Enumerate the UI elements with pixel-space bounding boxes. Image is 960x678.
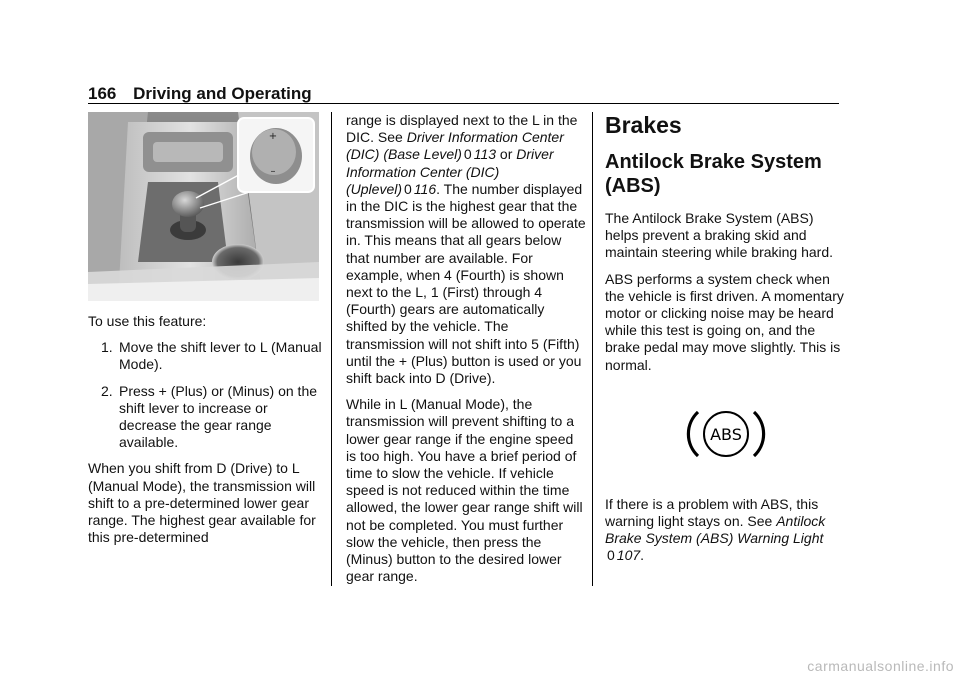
page-ref-number[interactable]: 113	[473, 146, 497, 163]
paragraph	[605, 496, 845, 565]
page-ref-icon: 0	[404, 180, 412, 197]
step-text: Move the shift lever to L (Manual Mode).	[119, 339, 322, 373]
column-2	[346, 112, 586, 594]
page-ref-number[interactable]: 107	[616, 547, 641, 564]
section-title: Driving and Operating	[133, 84, 312, 103]
column-3	[605, 112, 845, 574]
paragraph: ABS performs a system check when the vehicle is first driven. A momentary motor or clicking noise may be heard while this test is going on, and the brake pedal may move slightly. This is normal.	[605, 270, 844, 373]
column-divider-1	[331, 112, 332, 586]
page-number: 166	[88, 84, 117, 103]
paragraph: While in L (Manual Mode), the transmission will prevent shifting to a lower gear range if the engine speed is too high. You have a brief period of time to slow the vehicle. If vehicle speed is not reduced within the time allowed, the lower gear range shift will not be completed. You must further slow the vehicle, then press the (Minus) button to the desired lower gear range.	[346, 396, 583, 585]
figure-plus-label: +	[268, 131, 278, 142]
abs-warning-icon	[686, 404, 766, 464]
text-run: range is displayed next to the L in the DIC. See	[346, 112, 578, 146]
text-run: If there is a problem with ABS, this warning light stays on. See	[605, 495, 819, 530]
cross-reference-link[interactable]: Driver Information Center (DIC) (Uplevel)	[346, 146, 554, 197]
page-ref-icon: 0	[463, 146, 472, 163]
section-heading: Brakes	[605, 112, 682, 138]
list-item	[88, 383, 324, 452]
column-divider-2	[592, 112, 593, 586]
footer-watermark: carmanualsonline.info	[807, 658, 954, 674]
step-number: 1.	[101, 339, 113, 356]
header-rule	[88, 103, 839, 104]
intro-text: To use this feature:	[88, 313, 207, 329]
figure-minus-label: –	[270, 166, 276, 177]
subsection-heading: Antilock Brake System (ABS)	[605, 151, 822, 197]
paragraph: The Antilock Brake System (ABS) helps prevent a braking skid and maintain steering while braking hard.	[605, 210, 834, 261]
cross-reference-link[interactable]: Driver Information Center (DIC) (Base Level)	[346, 129, 564, 163]
step-number: 2.	[101, 382, 113, 399]
page-header	[88, 84, 312, 104]
abs-icon-label: ABS	[710, 424, 742, 444]
text-run: . The number displayed in the DIC is the highest gear that the transmission will be allowed to operate in. This means that all gears below that number are available. For example, when 4 (Fourth) is shown next to the L, 1 (First) through 4 (Fourth) gears are automatically shifted by the vehicle. The transmission will not shift into 5 (Fifth) until the + (Plus) button is used or you shift back into D (Drive).	[346, 180, 586, 387]
step-text: Press + (Plus) or (Minus) on the shift lever to increase or decrease the gear range available.	[119, 382, 318, 451]
page-ref-number[interactable]: 116	[413, 180, 437, 197]
list-item	[88, 339, 324, 373]
page-ref-icon: 0	[607, 547, 615, 564]
paragraph	[346, 112, 586, 387]
column-1	[88, 313, 324, 555]
steps-list	[88, 339, 324, 451]
shift-lever-photo	[88, 112, 319, 301]
text-run: or	[496, 146, 517, 163]
text-run: .	[640, 547, 645, 564]
paragraph: When you shift from D (Drive) to L (Manual Mode), the transmission will shift to a pre-determined lower gear range. The highest gear available for this pre-determined	[88, 460, 316, 546]
cross-reference-link[interactable]: Antilock Brake System (ABS) Warning Light	[605, 513, 826, 547]
